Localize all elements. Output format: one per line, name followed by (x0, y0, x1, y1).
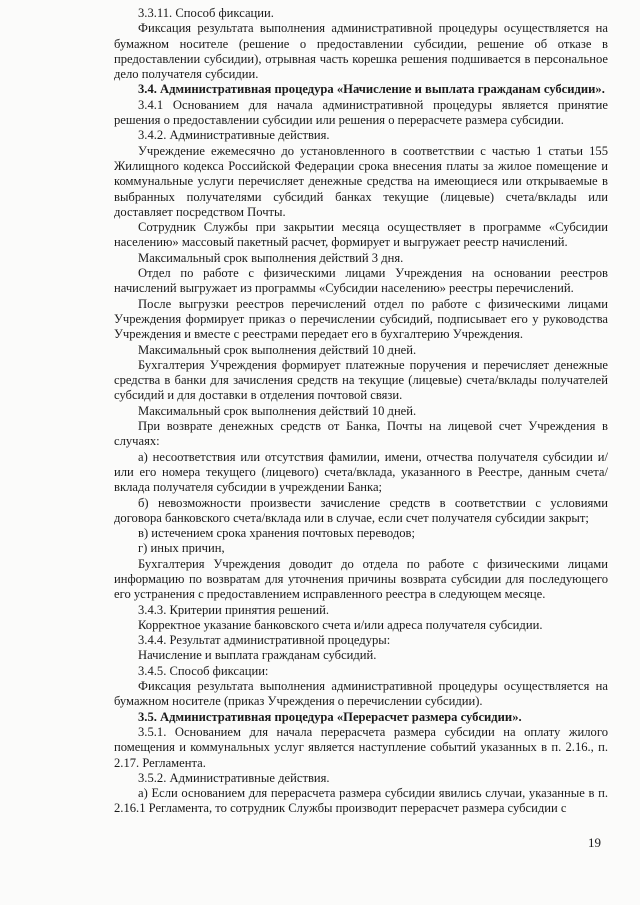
paragraph: Начисление и выплата гражданам субсидий. (138, 648, 377, 663)
page-number: 19 (588, 835, 601, 850)
paragraph: Максимальный срок выполнения действий 10 дней. (138, 342, 417, 357)
paragraph: Бухгалтерия Учреждения формирует платежные поручения и перечисляет денежные средства в банки для зачисления средств на текущие (лицевые) счета/вклады получателей субсидий и для доставки в отделения почтовой связи. (114, 357, 608, 403)
paragraph-3-4-3: 3.4.3. Критерии принятия решений. (138, 602, 329, 617)
paragraph-3-4-5: 3.4.5. Способ фиксации: (138, 663, 269, 678)
paragraph-3-5-2: 3.5.2. Административные действия. (138, 770, 330, 785)
paragraph: а) Если основанием для перерасчета размера субсидии явились случаи, указанные в п. 2.16.1 Регламента, то сотрудник Службы производит перерасчет размера субсидии с (114, 786, 608, 816)
list-item-v: в) истечением срока хранения почтовых переводов; (138, 526, 415, 541)
section-heading-3-4: 3.4. Административная процедура «Начисление и выплата гражданам субсидии». (138, 82, 605, 97)
section-heading-3-5: 3.5. Административная процедура «Перерасчет размера субсидии». (138, 709, 522, 724)
paragraph: Учреждение ежемесячно до установленного в соответствии с частью 1 статьи 155 Жилищного кодекса Российской Федерации срока внесения платы за жилое помещение и коммунальные услуги перечисляет денежные средства на имеющиеся или открываемые в выбранных получателями субсидий банках текущие (лицевые) счета/вклады или доставляет посредством Почты. (114, 143, 608, 219)
paragraph: Бухгалтерия Учреждения доводит до отдела по работе с физическими лицами информацию по возвратам для уточнения причины возврата субсидии для последующего его устранения с предоставлением исправленного реестра в следующем месяце. (114, 556, 608, 602)
paragraph: Максимальный срок выполнения действий 10 дней. (138, 403, 417, 418)
paragraph-3-5-1: 3.5.1. Основанием для начала перерасчета размера субсидии на оплату жилого помещения и коммунальных услуг является наступление событий указанных в п. 2.16., п. 2.17. Регламента. (114, 724, 608, 770)
list-item-g: г) иных причин, (138, 541, 225, 556)
list-item-a: а) несоответствия или отсутствия фамилии, имени, отчества получателя субсидии и/или его номера текущего (лицевого) счета/вклада, указанного в Реестре, данным счета/вклада получателя субсидии в учреждении Банка; (114, 449, 608, 495)
paragraph-3-4-4: 3.4.4. Результат административной процедуры: (138, 633, 391, 648)
paragraph: Отдел по работе с физическими лицами Учреждения на основании реестров начислений выгружает из программы «Субсидии населению» реестры перечислений. (114, 266, 608, 296)
paragraph: Корректное указание банковского счета и/или адреса получателя субсидии. (138, 617, 543, 632)
paragraph-3-3-11: 3.3.11. Способ фиксации. (138, 6, 274, 20)
paragraph-3-4-1: 3.4.1 Основанием для начала административной процедуры является принятие решения о предоставлении субсидии или решения о перерасчете размера субсидии. (114, 97, 608, 128)
paragraph: При возврате денежных средств от Банка, Почты на лицевой счет Учреждения в случаях: (114, 419, 608, 449)
paragraph: Сотрудник Службы при закрытии месяца осуществляет в программе «Субсидии населению» массовый пакетный расчет, формирует и выгружает реестр начислений. (114, 220, 608, 250)
list-item-b: б) невозможности произвести зачисление средств в соответствии с условиями договора банковского счета/вклада или в случае, если счет получателя субсидии закрыт; (114, 495, 608, 525)
document-text (114, 6, 608, 817)
paragraph: После выгрузки реестров перечислений отдел по работе с физическими лицами Учреждения формирует приказ о перечислении субсидий, подписывает его у руководства Учреждения и вместе с реестрами передает его в бухгалтерию Учреждения. (114, 296, 608, 342)
paragraph: Максимальный срок выполнения действий 3 дня. (138, 250, 404, 265)
paragraph-3-4-2: 3.4.2. Административные действия. (138, 128, 330, 143)
paragraph: Фиксация результата выполнения административной процедуры осуществляется на бумажном носителе (приказ Учреждения о перечислении субсидии). (114, 679, 608, 709)
paragraph: Фиксация результата выполнения административной процедуры осуществляется на бумажном носителе (решение о предоставлении субсидии, решение об отказе в предоставлении субсидии), отрывная часть корешка решения подшивается в персональное дело получателя субсидии. (114, 21, 608, 82)
